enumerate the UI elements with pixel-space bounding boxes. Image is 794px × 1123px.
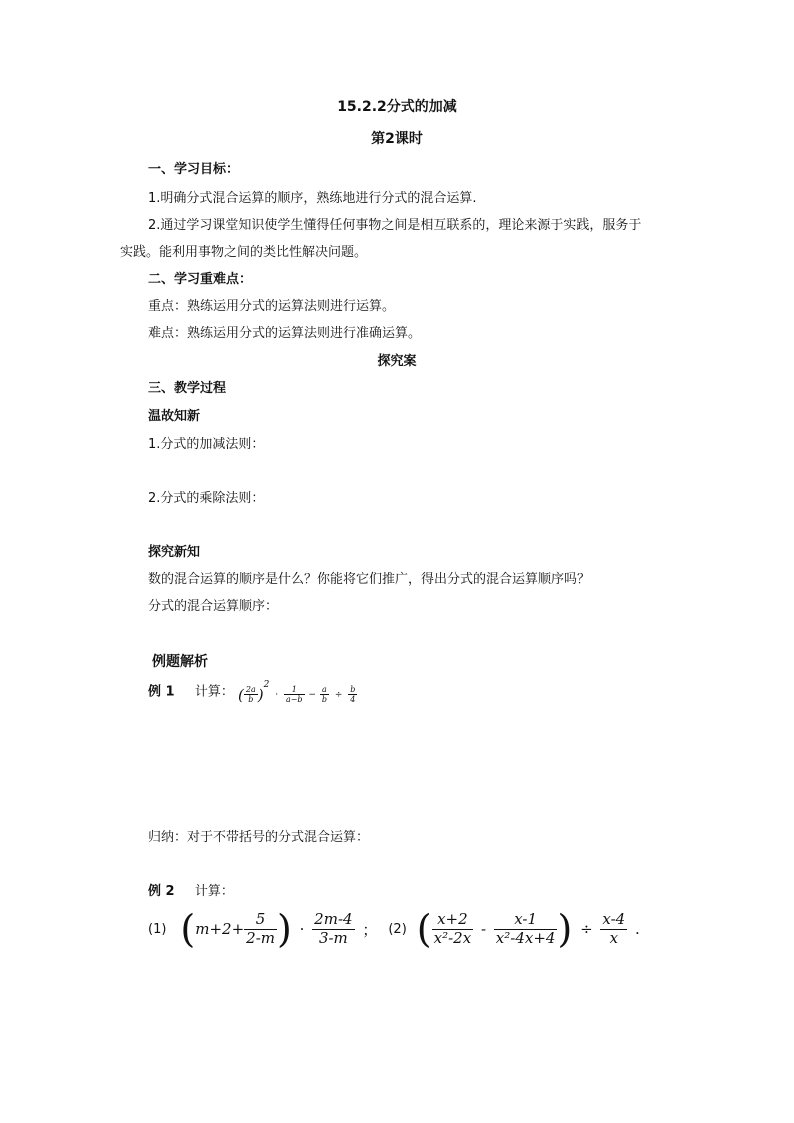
- objectives-heading: 一、学习目标：: [148, 162, 240, 177]
- explore-heading: 探究新知: [148, 545, 201, 560]
- objective-item-2-line1: 2.通过学习课堂知识使学生懂得任何事物之间是相互联系的，理论来源于实践，服务于: [148, 218, 642, 233]
- example-2-part2-expression: ( $\frac{x+2}{\text{x²-2x}}$ - $\frac{x-1}{\text{x²-4x+4}}$ ) ÷ $\frac{x-4}{x}$ .: [416, 907, 640, 951]
- review-heading: 温故知新: [148, 409, 201, 424]
- example-2-heading: [148, 880, 234, 899]
- example-1-label: 例 1: [148, 684, 175, 700]
- objective-item-1: 1.明确分式混合运算的顺序，熟练地进行分式的混合运算.: [148, 191, 477, 206]
- key-point-focus: 重点：熟练运用分式的运算法则进行运算。: [148, 299, 396, 314]
- summary-text: 归纳：对于不带括号的分式混合运算：: [148, 830, 370, 845]
- explore-question: 数的混合运算的顺序是什么？你能将它们推广，得出分式的混合运算顺序吗？: [148, 572, 591, 587]
- review-item-1: 1.分式的加减法则：: [148, 437, 265, 452]
- example-2-part1-label: (1): [148, 921, 167, 937]
- example-2-part1-expression: (m+2+ $\frac{5}{2-m}$ ) · $\frac{2m-4}{3-m}$ ；: [180, 907, 378, 951]
- process-heading: 三、教学过程: [148, 381, 227, 396]
- objective-item-2-line2: 实践。能利用事物之间的类比性解决问题。: [120, 245, 368, 260]
- example-1: [148, 680, 357, 704]
- review-item-2: 2.分式的乘除法则：: [148, 491, 265, 506]
- example-1-expression: ( $\frac{2a}{b}$ )$^2$ · $\frac{1}{a-b}$ − $\frac{a}{b}$ ÷ $\frac{b}{4}$: [238, 680, 356, 704]
- lesson-subtitle: 第2课时: [371, 131, 423, 147]
- key-points-heading: 二、学习重难点：: [148, 272, 253, 287]
- example-2-prompt: 计算：: [194, 884, 234, 899]
- examples-heading: 例题解析: [152, 654, 208, 670]
- page-title: 15.2.2分式的加减: [337, 99, 457, 115]
- example-2-part2-label: (2): [388, 921, 407, 937]
- explore-order: 分式的混合运算顺序：: [148, 599, 279, 614]
- section-title: 探究案: [377, 354, 417, 369]
- example-2-expressions: [148, 904, 643, 954]
- key-point-difficulty: 难点：熟练运用分式的运算法则进行准确运算。: [148, 326, 422, 341]
- example-1-prompt: 计算：: [194, 684, 234, 700]
- example-2-label: 例 2: [148, 884, 175, 899]
